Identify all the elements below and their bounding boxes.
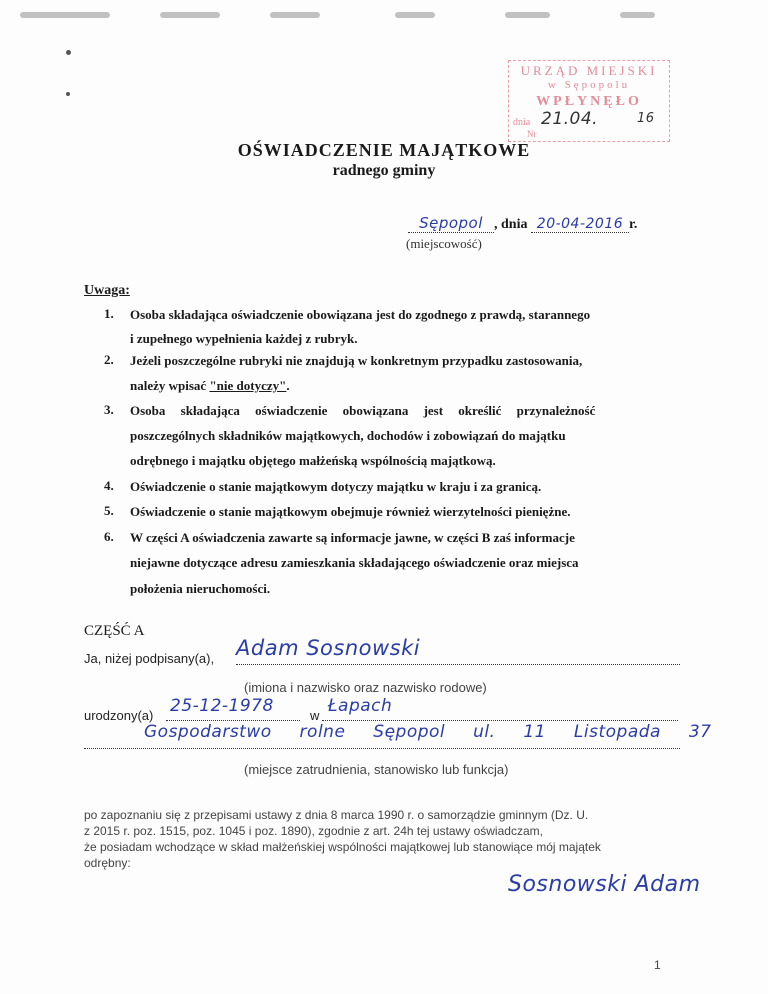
note-line: odrębnego i majątku objętego małżeńską wspólnością majątkową. — [130, 453, 496, 468]
signature: Sosnowski Adam — [508, 872, 701, 897]
body-line: odrębny: — [84, 856, 131, 870]
scan-artifact — [395, 12, 435, 18]
scan-artifact — [505, 12, 550, 18]
body-line: po zapoznaniu się z przepisami ustawy z dnia 8 marca 1990 r. o samorządzie gminnym (Dz. U. — [84, 808, 589, 822]
document-title: OŚWIADCZENIE MAJĄTKOWE — [237, 140, 531, 160]
note-line: W części A oświadczenia zawarte są informacje jawne, w części B zaś informacje — [130, 530, 575, 545]
scan-artifact — [20, 12, 110, 18]
note-line: poszczególnych składników majątkowych, dochodów i zobowiązań do majątku — [130, 428, 566, 443]
born-place-field — [322, 696, 678, 721]
stamp-line: WPŁYNĘŁO — [536, 94, 642, 109]
note-line: położenia nieruchomości. — [130, 581, 271, 596]
punch-dot — [66, 92, 70, 96]
body-line: z 2015 r. poz. 1515, poz. 1045 i poz. 1890), zgodnie z art. 24h tej ustawy oświadczam, — [84, 824, 543, 838]
note-number: 5. — [104, 503, 114, 518]
born-date: 25-12-1978 — [170, 696, 274, 716]
place-value: Sępopol — [408, 214, 494, 233]
workplace-field — [84, 722, 712, 749]
stamp-year: 16 — [637, 111, 655, 126]
name-field — [236, 636, 680, 665]
name-value: Adam Sosnowski — [236, 636, 421, 660]
note-line: Oświadczenie o stanie majątkowym obejmuje również wierzytelności pieniężne. — [130, 504, 571, 519]
note-text: należy wpisać — [130, 378, 207, 393]
place-date-line — [408, 214, 637, 233]
stamp-line: URZĄD MIEJSKI — [520, 63, 658, 78]
note-line: i zupełnego wypełnienia każdej z rubryk. — [130, 331, 358, 346]
workplace-caption: (miejsce zatrudnienia, stanowisko lub funkcja) — [244, 762, 509, 777]
note-line-with-quote — [130, 377, 690, 395]
note-number: 4. — [104, 478, 114, 493]
body-line: że posiadam wchodzące w skład małżeńskiej wspólności majątkowej lub stanowiące mój majątek — [84, 840, 601, 854]
stamp-date-label: dnia — [513, 117, 531, 128]
note-number: 3. — [104, 402, 114, 417]
note-quote: "nie dotyczy" — [209, 378, 287, 393]
scan-artifact — [620, 12, 655, 18]
w-label: w — [310, 708, 320, 723]
stamp-date: 21.04. — [541, 109, 599, 129]
part-a-heading: CZĘŚĆ A — [84, 623, 145, 639]
note-line: niejawne dotyczące adresu zamieszkania składającego oświadczenie oraz miejsca — [130, 555, 579, 570]
receipt-stamp — [508, 60, 670, 142]
note-line: Jeżeli poszczególne rubryki nie znajdują w konkretnym przypadku zastosowania, — [130, 353, 583, 368]
workplace-value: Gospodarstwo rolne Sępopol ul. 11 Listopada 37 — [144, 722, 712, 742]
scan-artifact — [160, 12, 220, 18]
scan-artifact — [270, 12, 320, 18]
note-number: 1. — [104, 306, 114, 321]
note-line: Osoba składająca oświadczenie obowiązana jest do zgodnego z prawdą, starannego — [130, 307, 591, 322]
note-number: 6. — [104, 529, 114, 544]
note-line: Oświadczenie o stanie majątkowym dotyczy majątku w kraju i za granicą. — [130, 479, 542, 494]
punch-dot — [66, 50, 71, 55]
notes-heading: Uwaga: — [84, 283, 130, 298]
dnia-label: , dnia — [494, 217, 528, 232]
date-suffix: r. — [628, 217, 638, 232]
document-subtitle: radnego gminy — [332, 162, 436, 179]
note-number: 2. — [104, 352, 114, 367]
name-caption: (imiona i nazwisko oraz nazwisko rodowe) — [244, 680, 487, 695]
stamp-nr-label: Nr — [527, 129, 537, 139]
place-caption: (miejscowość) — [406, 236, 482, 251]
name-prefix: Ja, niżej podpisany(a), — [84, 651, 215, 666]
date-value: 20-04-2016 — [531, 216, 629, 233]
stamp-line: w Sępopolu — [547, 79, 631, 91]
page-number: 1 — [654, 958, 661, 972]
note-tail: . — [286, 378, 290, 393]
born-place: Łapach — [328, 696, 393, 716]
born-date-field — [166, 696, 300, 721]
note-line: Osoba składająca oświadczenie obowiązana jest określić przynależność — [130, 403, 596, 418]
born-prefix: urodzony(a) — [84, 708, 154, 723]
